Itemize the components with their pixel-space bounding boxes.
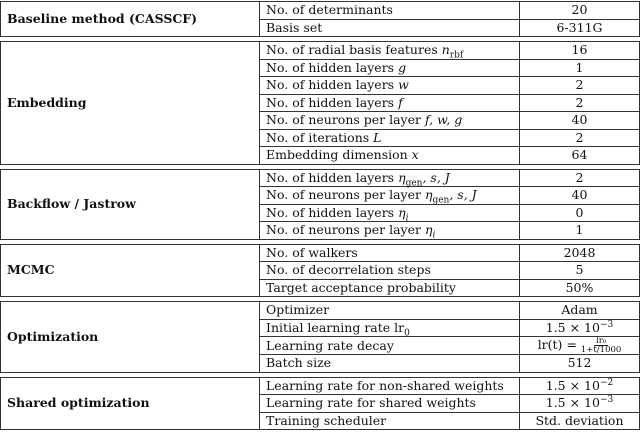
param-value: 1 xyxy=(520,222,640,240)
param-value: 2 xyxy=(520,77,640,95)
block-shared-optimization xyxy=(0,377,640,431)
param-label xyxy=(260,204,520,222)
group-label: Shared optimization xyxy=(1,377,260,430)
fraction-denominator: 1+t/1000 xyxy=(580,345,622,355)
table-row xyxy=(1,169,640,187)
value-exponent: −3 xyxy=(599,395,614,406)
math-symbol: η xyxy=(424,222,433,238)
param-text: No. of hidden layers xyxy=(266,94,399,110)
param-label: Training scheduler xyxy=(260,412,520,430)
math-symbol: L xyxy=(373,129,382,145)
value-mantissa: 1.5 × 10 xyxy=(545,377,600,393)
param-value: 2048 xyxy=(520,244,640,262)
param-text: Initial learning rate lr xyxy=(266,319,405,335)
param-value: 64 xyxy=(520,147,640,165)
param-label: Optimizer xyxy=(260,302,520,320)
math-symbol: f, w, g xyxy=(424,112,463,128)
param-value: 40 xyxy=(520,187,640,205)
param-label xyxy=(260,94,520,112)
table-row xyxy=(1,2,640,20)
math-subscript: gen xyxy=(432,195,450,206)
param-value: 40 xyxy=(520,112,640,130)
group-label: Embedding xyxy=(1,42,260,165)
param-value xyxy=(520,377,640,395)
param-text: No. of iterations xyxy=(266,129,374,145)
group-label: Baseline method (CASSCF) xyxy=(1,2,260,37)
param-value: 5 xyxy=(520,262,640,280)
math-subscript: rbf xyxy=(449,50,464,61)
param-text: No. of hidden layers xyxy=(266,77,399,93)
fraction-numerator: lr₀ xyxy=(595,336,607,346)
value-exponent: −2 xyxy=(599,377,614,388)
param-value: 6-311G xyxy=(520,19,640,37)
math-symbol: , s, J xyxy=(422,169,450,185)
param-text: No. of hidden layers xyxy=(266,169,399,185)
block-backflow-jastrow xyxy=(0,169,640,240)
param-label xyxy=(260,77,520,95)
math-subscript: 0 xyxy=(404,328,410,339)
param-value: 512 xyxy=(520,355,640,373)
param-text: No. of hidden layers xyxy=(266,59,399,75)
param-value: 1 xyxy=(520,59,640,77)
math-symbol: η xyxy=(398,169,406,185)
value-exponent: −3 xyxy=(599,319,614,330)
param-label xyxy=(260,169,520,187)
param-text: No. of hidden layers xyxy=(266,204,399,220)
param-value: Std. deviation xyxy=(520,412,640,430)
group-label: MCMC xyxy=(1,244,260,297)
param-label: Learning rate decay xyxy=(260,337,520,355)
param-value: 20 xyxy=(520,2,640,20)
table-row xyxy=(1,42,640,60)
param-label xyxy=(260,129,520,147)
table-row xyxy=(1,377,640,395)
param-value xyxy=(520,337,640,355)
param-label: Batch size xyxy=(260,355,520,373)
param-label xyxy=(260,112,520,130)
block-baseline xyxy=(0,1,640,37)
fraction xyxy=(581,337,621,354)
group-label: Backflow / Jastrow xyxy=(1,169,260,239)
block-embedding xyxy=(0,41,640,165)
math-symbol: x xyxy=(411,147,419,163)
param-label: No. of determinants xyxy=(260,2,520,20)
math-symbol: η xyxy=(398,204,406,220)
table-row xyxy=(1,244,640,262)
param-label: Basis set xyxy=(260,19,520,37)
param-value: 16 xyxy=(520,42,640,60)
block-optimization xyxy=(0,301,640,373)
math-subscript: gen xyxy=(405,178,423,189)
param-label: No. of decorrelation steps xyxy=(260,262,520,280)
group-label: Optimization xyxy=(1,302,260,373)
param-label xyxy=(260,187,520,205)
param-value xyxy=(520,395,640,413)
param-value: 50% xyxy=(520,279,640,297)
math-subscript: i xyxy=(432,230,436,241)
param-value xyxy=(520,319,640,337)
param-text: No. of neurons per layer xyxy=(266,222,425,238)
param-label: Learning rate for shared weights xyxy=(260,395,520,413)
param-label xyxy=(260,222,520,240)
param-text: No. of neurons per layer xyxy=(266,112,425,128)
param-label xyxy=(260,147,520,165)
param-value: Adam xyxy=(520,302,640,320)
param-label xyxy=(260,42,520,60)
value-mantissa: 1.5 × 10 xyxy=(545,395,600,411)
param-label: No. of walkers xyxy=(260,244,520,262)
param-text: No. of neurons per layer xyxy=(266,187,425,203)
param-value: 2 xyxy=(520,94,640,112)
param-label xyxy=(260,319,520,337)
block-mcmc xyxy=(0,244,640,298)
math-symbol: n xyxy=(441,42,450,58)
math-symbol: w xyxy=(398,77,409,93)
param-value: 2 xyxy=(520,129,640,147)
param-text: Embedding dimension xyxy=(266,147,412,163)
param-label: Learning rate for non-shared weights xyxy=(260,377,520,395)
value-lhs: lr(t) = xyxy=(537,337,581,352)
math-subscript: i xyxy=(405,213,409,224)
math-symbol: f xyxy=(398,94,403,110)
param-value: 2 xyxy=(520,169,640,187)
param-text: No. of radial basis features xyxy=(266,42,442,58)
param-value: 0 xyxy=(520,204,640,222)
param-label xyxy=(260,59,520,77)
math-symbol: g xyxy=(398,59,407,75)
math-symbol: , s, J xyxy=(449,187,477,203)
math-symbol: η xyxy=(424,187,433,203)
table-row xyxy=(1,302,640,320)
param-label: Target acceptance probability xyxy=(260,279,520,297)
value-mantissa: 1.5 × 10 xyxy=(545,319,600,335)
